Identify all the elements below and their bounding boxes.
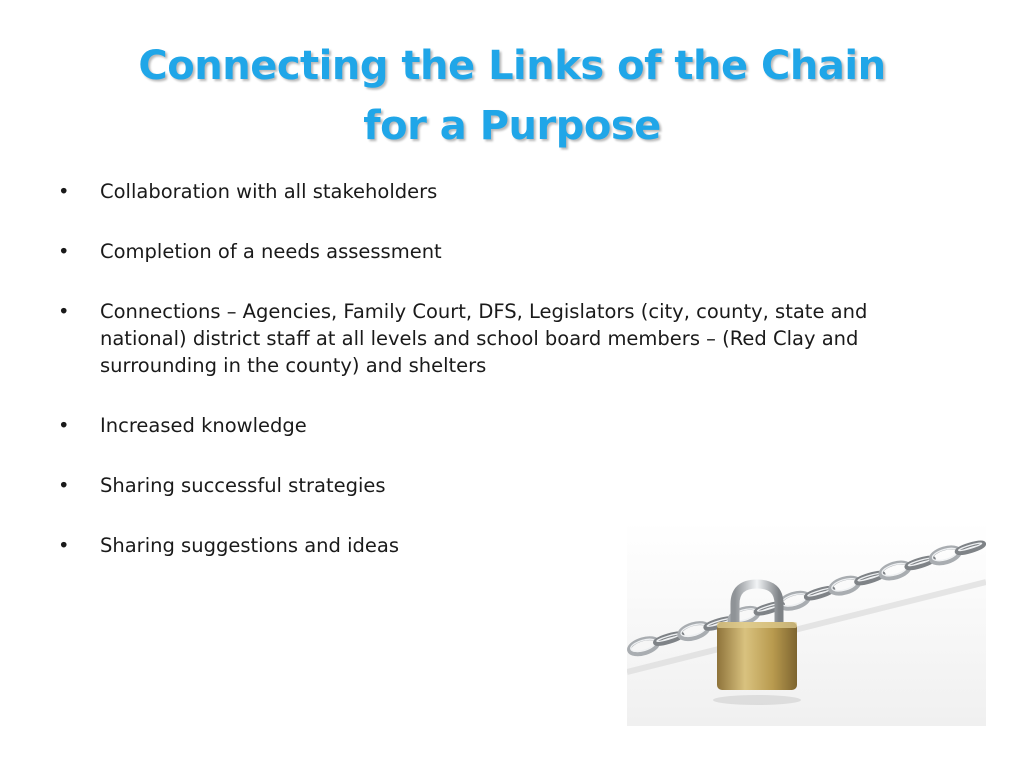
slide-title-line-1: Connecting the Links of the Chain [138,43,886,89]
bullet-text: Collaboration with all stakeholders [100,180,438,203]
chain-padlock-image [627,522,986,726]
bullet-marker: • [58,414,70,437]
bullet-item [58,178,958,205]
bullet-text: Connections – Agencies, Family Court, DFS, Legislators (city, county, state and national) district staff at all levels and school board members – (Red Clay and surrounding in the county) and shelters [100,300,868,377]
bullet-marker: • [58,300,70,323]
bullet-item [58,238,958,265]
bullet-item [58,472,958,499]
bullet-marker: • [58,534,70,557]
bullet-text: Sharing successful strategies [100,474,386,497]
bullet-marker: • [58,180,70,203]
bullet-text: Completion of a needs assessment [100,240,442,263]
bullet-text: Increased knowledge [100,414,307,437]
bullet-marker: • [58,240,70,263]
slide-title-line-2: for a Purpose [363,103,661,149]
bullet-item [58,412,958,439]
bullet-marker: • [58,474,70,497]
bullet-text: Sharing suggestions and ideas [100,534,399,557]
slide-title [0,36,1024,156]
bullet-item [58,298,958,379]
